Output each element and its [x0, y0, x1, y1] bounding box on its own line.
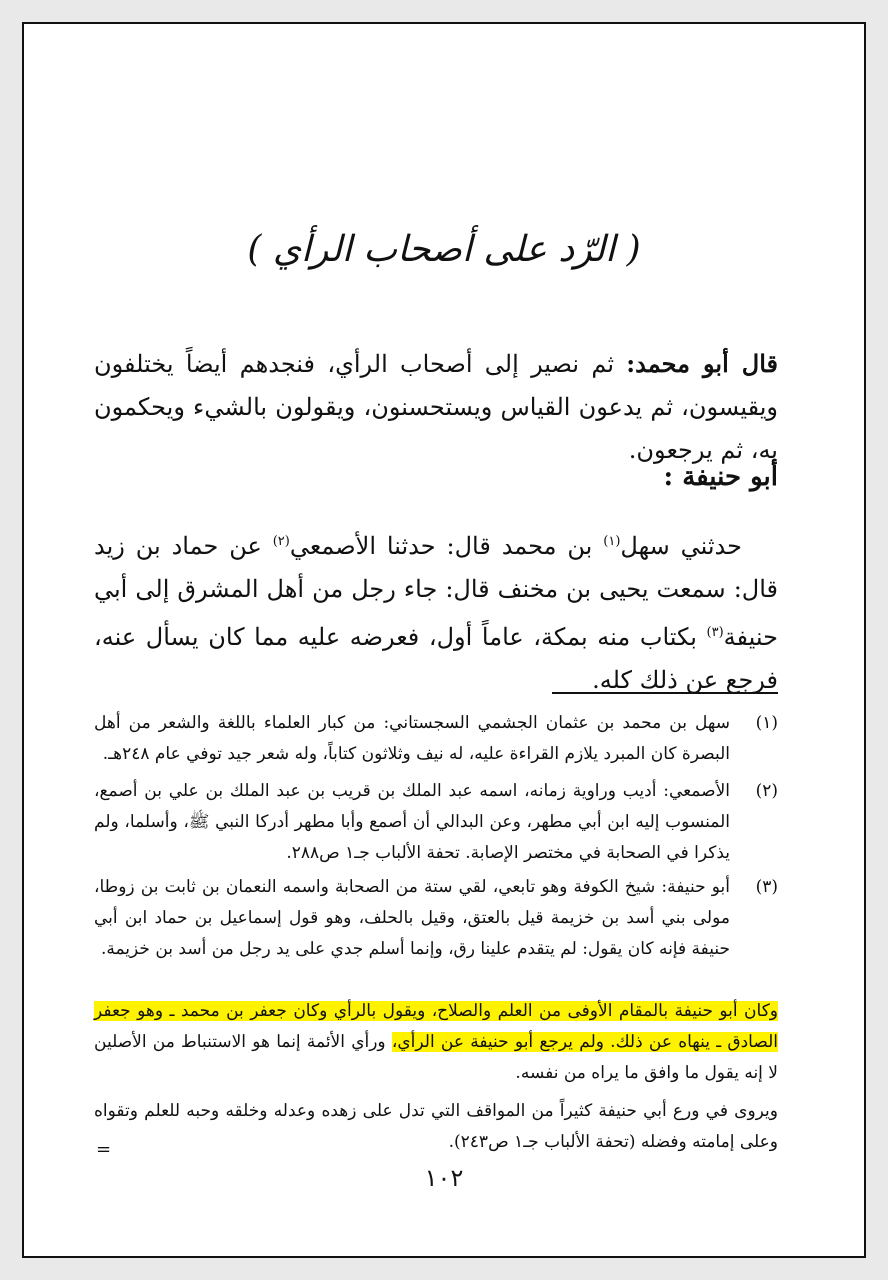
footnote-text: الأصمعي: أديب وراوية زمانه، اسمه عبد الملك بن قريب بن عبد الملك بن علي بن أصمع، المنسوب إليه ابن أبي مطهر، وعن البدالي أن أصمع وأبا مطهر أدركا النبي ﷺ، وأسلما، ولم يذكرا في الصحابة في مختصر الإصابة. تحفة الألباب جـ١ ص٢٨٨. — [94, 781, 730, 863]
narration-text: حدثني سهل — [620, 532, 742, 560]
speaker-label: قال أبو محمد: — [626, 349, 778, 378]
closing-note — [94, 1096, 778, 1158]
narration-text: عن حماد بن زيد قال: سمعت يحيى بن مخنف قال: جاء رجل من أهل المشرق إلى أبي حنيفة — [94, 532, 778, 651]
narration-text: بكتاب منه بمكة، عاماً أول، فعرضه عليه مما كان يسأل عنه، فرجع عن ذلك كله. — [94, 623, 778, 694]
footnote-number: (٣) — [755, 877, 778, 897]
footnote-number: (١) — [755, 713, 778, 733]
footnote-3 — [94, 872, 778, 965]
intro-paragraph — [94, 342, 778, 472]
footnote-ref-3[interactable]: (٣) — [706, 625, 724, 640]
footnote-text: أبو حنيفة: شيخ الكوفة وهو تابعي، لقي ستة من الصحابة واسمه النعمان بن ثابت بن زوطا، مولى بني أسد بن خزيمة قيل بالعتق، وقيل بالحلف، وهو قول إسماعيل بن حماد ابن أبي حنيفة فإنه كان يقول: لم يتقدم علينا رق، وإنما أسلم جدي على يد رجل من أسد بن خزيمة. — [94, 877, 730, 959]
passage-text: ورأي الأئمة إنما هو الاستنباط من الأصلين لا إنه يقول ما وافق ما يراه من نفسه. — [94, 1032, 778, 1083]
section-heading: أبو حنيفة : — [663, 462, 778, 492]
footnote-text: سهل بن محمد بن عثمان الجشمي السجستاني: من كبار العلماء باللغة والشعر من أهل البصرة كان المبرد يلازم القراءة عليه، له نيف وثلاثون كتاباً، وله شعر جيد توفي عام ٢٤٨هـ. — [94, 713, 730, 764]
highlighted-passage: وكان أبو حنيفة بالمقام الأوفى من العلم والصلاح، ويقول بالرأي وكان جعفر بن محمد ـ وهو جعفر الصادق ـ ينهاه عن ذلك. ولم يرجع أبو حنيفة عن الرأي، — [94, 1001, 778, 1052]
intro-text: ثم نصير إلى أصحاب الرأي، فنجدهم أيضاً يختلفون ويقيسون، ثم يدعون القياس ويستحسنون، ويقولون بالشيء ويحكمون به، ثم يرجعون. — [94, 350, 778, 464]
book-page — [22, 22, 866, 1258]
page-title: ( الرّد على أصحاب الرأي ) — [247, 229, 641, 270]
footnote-ref-1[interactable]: (١) — [603, 534, 621, 549]
footnote-1 — [94, 708, 778, 770]
closing-note-text: ويروى في ورع أبي حنيفة كثيراً من المواقف التي تدل على زهده وعدله وخلقه وحبه للعلم وتقواه وعلى إمامته وفضله (تحفة الألباب جـ١ ص٢٤٣). — [94, 1101, 778, 1152]
footnote-2 — [94, 776, 778, 869]
narration-paragraph — [94, 520, 778, 702]
continuation-mark: = — [96, 1139, 112, 1160]
footnote-divider — [552, 692, 778, 694]
footnote-ref-2[interactable]: (٢) — [272, 534, 290, 549]
page-number: ١٠٢ — [424, 1164, 464, 1192]
footnote-3-continuation — [94, 996, 778, 1089]
footnote-number: (٢) — [755, 781, 778, 801]
narration-text: بن محمد قال: حدثنا الأصمعي — [289, 532, 604, 560]
